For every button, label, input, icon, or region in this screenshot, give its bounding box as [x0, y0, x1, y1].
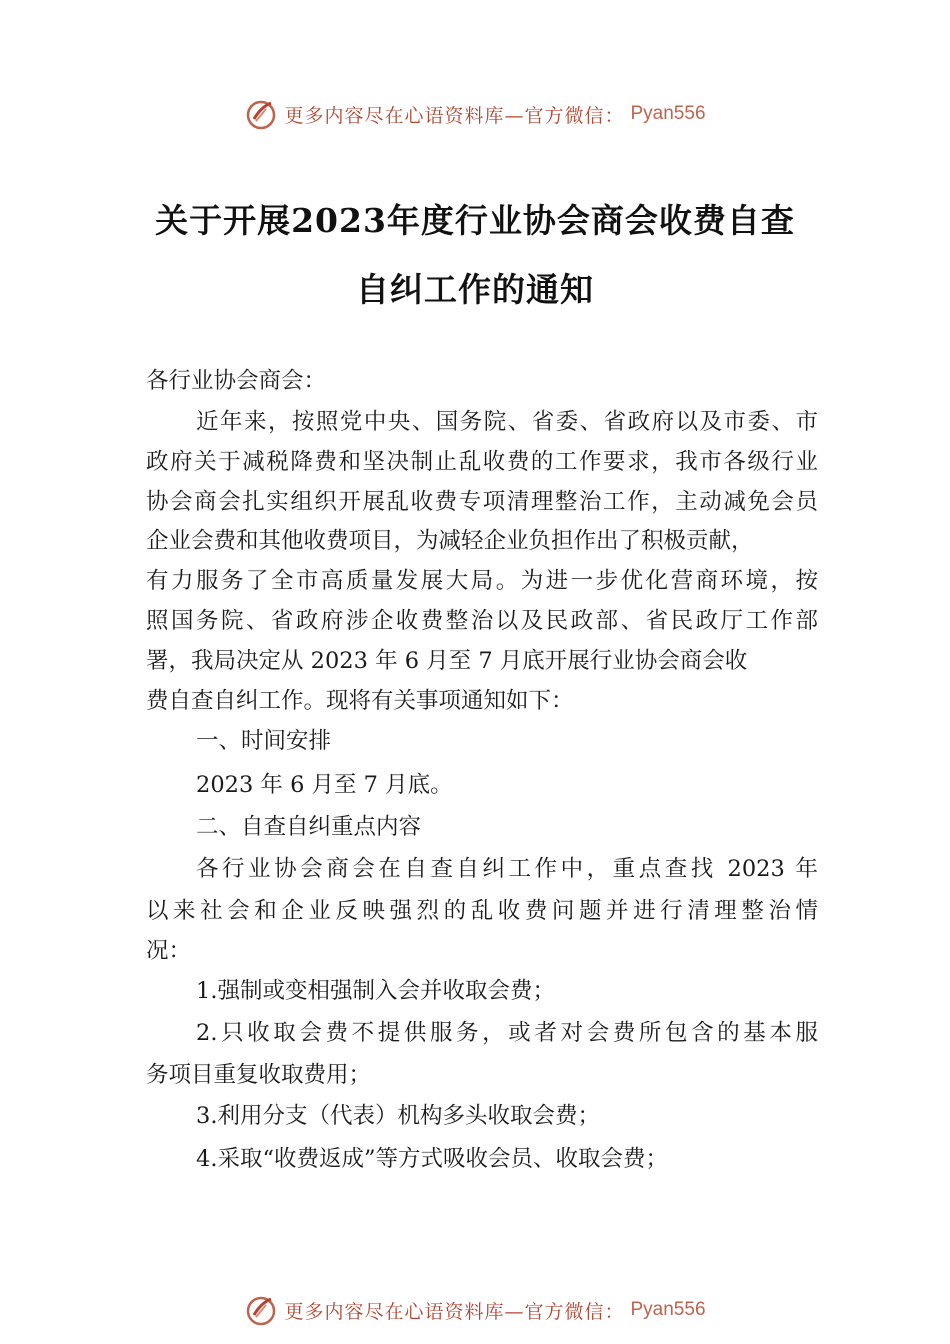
section-heading-2: 二、自查自纠重点内容: [196, 814, 422, 840]
paragraph-line: 近年来，按照党中央、国务院、省委、省政府以及市委、市: [196, 409, 818, 435]
list-item-1: 1.强制或变相强制入会并收取会费；: [196, 978, 555, 1004]
watermark-text: 更多内容尽在心语资料库—官方微信：: [284, 1300, 625, 1323]
watermark-handle: Pyan556: [630, 1299, 706, 1320]
paragraph-line: 各行业协会商会在自查自纠工作中，重点查找 2023 年: [196, 856, 818, 882]
paragraph-line: 政府关于减税降费和坚决制止乱收费的工作要求，我市各级行业: [146, 449, 818, 475]
list-item-2: 2.只收取会费不提供服务，或者对会费所包含的基本服: [196, 1020, 818, 1046]
paragraph-line: 署，我局决定从 2023 年 6 月至 7 月底开展行业协会商会收: [146, 648, 748, 674]
section-1-text: 2023 年 6 月至 7 月底。: [196, 772, 453, 798]
paragraph-line: 企业会费和其他收费项目，为减轻企业负担作出了积极贡献，: [146, 528, 754, 554]
paragraph-line: 费自查自纠工作。现将有关事项通知如下：: [146, 688, 574, 714]
watermark-header: [0, 94, 950, 134]
list-item-2-continuation: 务项目重复收取费用；: [146, 1062, 372, 1088]
watermark-handle: Pyan556: [630, 103, 706, 124]
list-item-3: 3.利用分支（代表）机构多头收取会费；: [196, 1103, 600, 1129]
library-logo-icon: [244, 1293, 278, 1327]
document-title-line-1: 关于开展2023年度行业协会商会收费自查: [155, 201, 795, 240]
watermark-text: 更多内容尽在心语资料库—官方微信：: [284, 104, 625, 127]
document-title-line-2: 自纠工作的通知: [356, 270, 594, 309]
paragraph-line: 照国务院、省政府涉企收费整治以及民政部、省民政厅工作部: [146, 608, 818, 634]
salutation: 各行业协会商会：: [146, 368, 327, 394]
section-heading-1: 一、时间安排: [196, 728, 332, 754]
paragraph-line: 有力服务了全市高质量发展大局。为进一步优化营商环境，按: [146, 568, 818, 594]
paragraph-line: 协会商会扎实组织开展乱收费专项清理整治工作，主动减免会员: [146, 489, 818, 515]
paragraph-line: 况：: [146, 938, 192, 964]
list-item-4: 4.采取“收费返成”等方式吸收会员、收取会费；: [196, 1146, 668, 1172]
library-logo-icon: [244, 97, 278, 131]
watermark-footer: [0, 1290, 950, 1330]
paragraph-line: 以来社会和企业反映强烈的乱收费问题并进行清理整治情: [146, 898, 818, 924]
